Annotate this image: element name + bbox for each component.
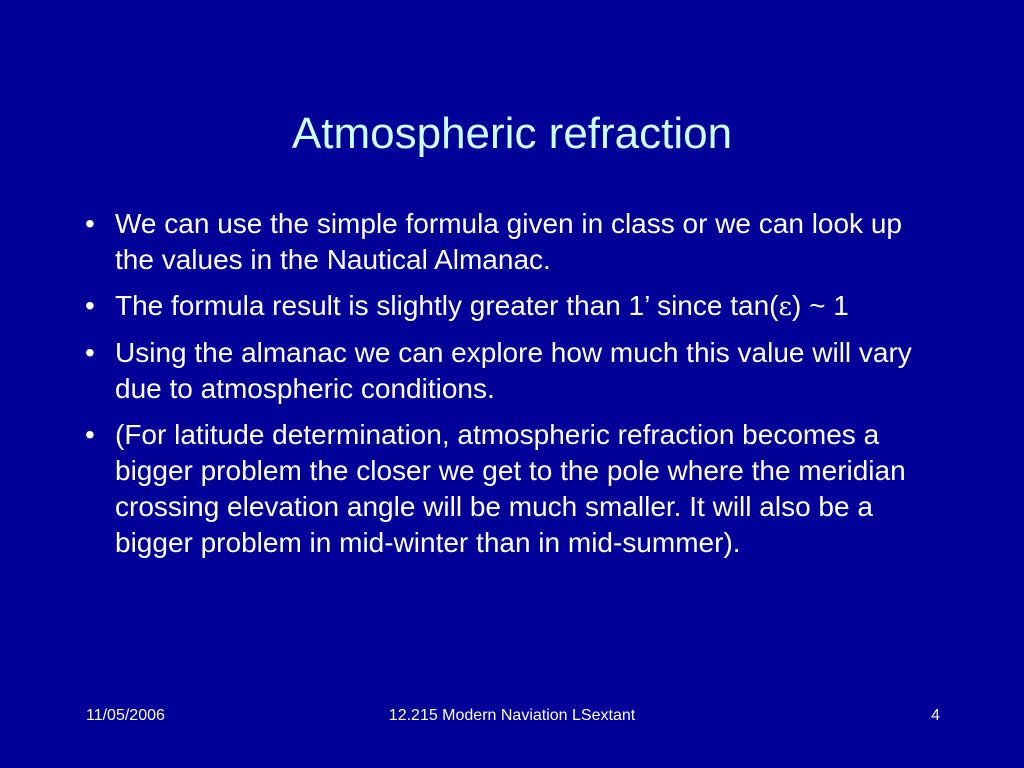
slide-title: Atmospheric refraction <box>291 109 733 158</box>
bullet-marker: • <box>85 208 95 239</box>
bullet-item <box>85 206 925 278</box>
bullet-item <box>85 417 925 561</box>
bullet-text: We can use the simple formula given in class or we can look up the values in the Nautical Almanac. <box>115 208 902 275</box>
bullet-item <box>85 335 925 407</box>
footer-date: 11/05/2006 <box>86 707 165 724</box>
bullet-text-before: The formula result is slightly greater than 1’ since tan( <box>115 290 779 321</box>
bullet-marker: • <box>85 337 95 368</box>
bullet-item <box>85 288 925 325</box>
bullet-list <box>85 206 925 571</box>
bullet-text: (For latitude determination, atmospheric refraction becomes a bigger problem the closer we get to the pole where the meridian crossing elevation angle will be much smaller. It will also be a bigger problem in mid-winter than in mid-summer). <box>115 419 906 558</box>
footer-course-title: 12.215 Modern Naviation LSextant <box>388 707 636 724</box>
bullet-marker: • <box>85 419 95 450</box>
footer-page-number: 4 <box>931 707 940 724</box>
bullet-marker: • <box>85 290 95 321</box>
bullet-text-after: ) ~ 1 <box>791 290 849 321</box>
bullet-text: Using the almanac we can explore how much this value will vary due to atmospheric conditions. <box>115 337 912 404</box>
epsilon-symbol: ε <box>778 292 792 322</box>
